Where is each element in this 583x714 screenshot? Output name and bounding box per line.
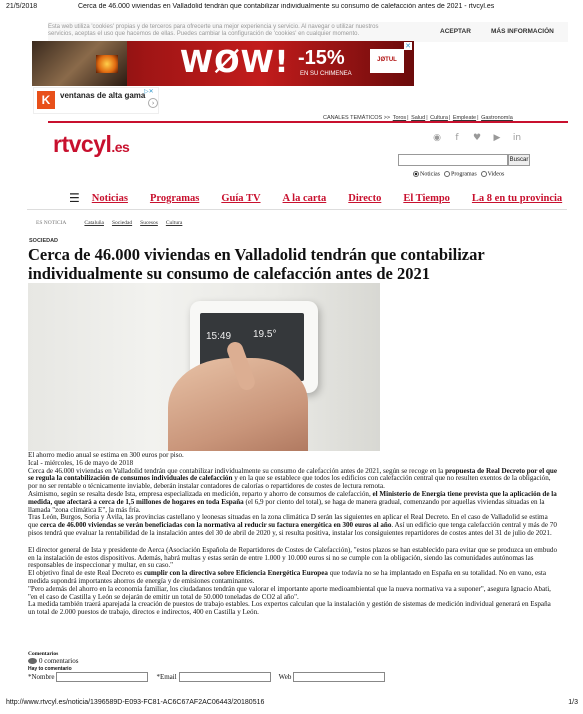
youtube-icon[interactable]: ▶ xyxy=(493,133,501,143)
nav-item-directo[interactable]: Directo xyxy=(348,192,382,204)
ad-small-text: ventanas de alta gama xyxy=(60,91,146,100)
rss-icon[interactable]: ◉ xyxy=(433,133,441,143)
print-url: http://www.rtvcyl.es/noticia/1396589D-E093-FC81-AC6C67AF2AC06443/20180516 xyxy=(6,699,265,706)
ad-fire-image xyxy=(96,55,118,73)
cookie-text: Esta web utiliza 'cookies' propias y de terceros para ofrecerte una mejor experiencia y servicio. Al navegar o utilizar nuestros servicios, aceptas el uso que hacemos de ellas. Puedes cambiar la configuración de 'cookies' en cualquier momento. xyxy=(48,24,379,37)
print-header xyxy=(6,3,578,10)
social-links xyxy=(432,133,522,143)
logo-main-text: rtvcyl xyxy=(53,131,112,157)
site-logo[interactable] xyxy=(53,131,129,158)
photo-screen-right: 19.5° xyxy=(253,329,277,340)
paragraph-2: Asimismo, según se resalta desde Ista, empresa especializada en medición, reparto y ahorro de consumos de calefacción, el Ministerio de Energía tiene prevista que la aplicación de la medida, que afectará a cerca de 1,5 millones de hogares en toda España (el 6,9 por ciento del total), se haga de manera gradual, comenzando por aquellas viviendas situadas en la llamada "zona climática E", la más fría. xyxy=(28,489,557,514)
print-page-number: 1/3 xyxy=(568,699,578,706)
subnav-link-cultura[interactable]: Cultura xyxy=(165,220,183,226)
main-nav xyxy=(69,191,583,205)
paragraph-6: "Pero además del ahorro en la economía familiar, los ciudadanos tendrán que valorar el importante aporte medioambiental que la nueva normativa va a suponer", asegura Ignacio Abati, "en el caso de Castilla y León se dejarán de emitir un total de 50.000 toneladas de CO2 al año". xyxy=(28,584,551,601)
nav-item-el-tiempo[interactable]: El Tiempo xyxy=(403,192,450,204)
paragraph-1: Cerca de 46.000 viviendas en Valladolid tendrán que contabilizar individualmente su consumo de calefacción antes de 2021, según se recoge en la propuesta de Real Decreto por el que se regula la contabilización de consumos individuales de calefacción y en la que se establece que todos los edificios con calefacción central que no resulten exentos de la obligación, por no ser rentable o técnicamente inviable, deberán instalar contadores de calorías o repartidores de costes de lectura remota. xyxy=(28,466,557,491)
photo-screen-left: 15:49 xyxy=(206,331,232,342)
radio-programas[interactable]: Programas xyxy=(444,171,477,177)
comments-block xyxy=(28,651,78,665)
comments-label: Comentarios xyxy=(28,651,59,657)
banner-ad[interactable] xyxy=(32,41,414,86)
nav-item-a-la-carta[interactable]: A la carta xyxy=(282,192,327,204)
es-noticia-bar xyxy=(36,220,182,226)
chevron-right-icon[interactable]: › xyxy=(148,98,158,108)
es-noticia-tag: ES NOTICIA xyxy=(36,220,67,226)
name-field[interactable] xyxy=(56,672,148,682)
email-field[interactable] xyxy=(179,672,271,682)
subnav-link-cataluna[interactable]: Cataluña xyxy=(84,220,104,226)
logo-suffix: .es xyxy=(111,139,130,155)
article-body xyxy=(28,452,558,617)
article-headline: Cerca de 46.000 viviendas en Valladolid tendrán que contabilizar individualmente su consumo de calefacción antes de 2021 xyxy=(28,245,485,283)
cookie-more-info-link[interactable]: MÁS INFORMACIÓN xyxy=(491,28,554,35)
header-divider xyxy=(48,121,568,123)
ad-close-icon[interactable]: ✕ xyxy=(405,42,411,50)
radio-videos[interactable]: Videos xyxy=(481,171,505,177)
cookie-bar xyxy=(48,22,568,42)
facebook-icon[interactable]: f xyxy=(455,133,459,143)
paragraph-5: El objetivo final de este Real Decreto es cumplir con la directiva sobre Eficiencia Energética Europea que todavía no se ha implantado en España en su totalidad. No en vano, esta medida supondrá importantes ahorros de energía y de emisiones contaminantes. xyxy=(28,569,546,585)
photo-caption: El ahorro medio anual se estima en 300 euros por piso. xyxy=(28,451,184,459)
nav-item-noticias[interactable]: Noticias xyxy=(91,192,128,204)
ad-k-logo: K xyxy=(37,91,55,109)
web-label: Web xyxy=(278,673,292,681)
twitter-icon[interactable]: ♥ xyxy=(472,133,482,143)
paragraph-3: Tras León, Burgos, Soria y Ávila, las provincias castellano y leonesas situadas en la zona climática D serán las siguientes en aplicar el Real Decreto. En el caso de Valladolid se estima que cerca de 46.000 viviendas se verán beneficiadas con la normativa al reducir su factura energética en 300 euros al año. Así un edificio que tenga calefacción central y más de 70 pisos tendrá que evaluar la rentabilidad de la instalación antes del 30 de abril de 2020 y, si resulta positiva, instalar los consiguientes repartidores de costes antes del 31 de julio de 2021. xyxy=(28,513,557,537)
nav-item-guia-tv[interactable]: Guía TV xyxy=(221,192,261,204)
adchoices-icon[interactable]: ▷✕ xyxy=(144,89,154,95)
nav-divider xyxy=(27,209,567,210)
ad-wow-text: WØW! xyxy=(180,45,290,80)
ad-discount: -15% xyxy=(298,47,345,69)
tematico-link-empleate[interactable]: Empleate xyxy=(452,115,477,121)
subnav-link-sociedad[interactable]: Sociedad xyxy=(111,220,133,226)
radio-noticias[interactable]: Noticias xyxy=(413,171,440,177)
nav-item-programas[interactable]: Programas xyxy=(149,192,200,204)
search-button[interactable]: Buscar xyxy=(508,154,530,166)
paragraph-7: La medida también traerá aparejada la creación de puestos de trabajo estables. Los expertos calculan que la instalación y gestión de sistemas de medición individual generará en España un total de 2.000 puestos de trabajo, directos e indirectos, 400 en Castilla y León. xyxy=(28,600,551,617)
print-footer xyxy=(6,699,578,706)
article-section: SOCIEDAD xyxy=(29,238,59,244)
article-byline: Ical - miércoles, 16 de mayo de 2018 xyxy=(28,458,134,467)
subnav-link-sucesos[interactable]: Sucesos xyxy=(140,220,158,226)
name-label: *Nombre xyxy=(28,673,55,681)
search-input[interactable] xyxy=(398,154,508,166)
hamburger-menu-icon[interactable]: ☰ xyxy=(69,191,80,205)
email-label: *Email xyxy=(156,673,177,681)
comments-hay: Hay to comentario xyxy=(28,666,72,672)
tematico-link-salud[interactable]: Salud xyxy=(411,115,426,121)
web-field[interactable] xyxy=(293,672,385,682)
comments-count[interactable]: 0 comentarios xyxy=(28,657,78,665)
tematicos-bar: CANALES TEMÁTICOS >> Toros| Salud| Cultura| Empleate| Gastronomía xyxy=(323,115,513,121)
comment-form xyxy=(28,672,393,682)
print-date: 21/5/2018 xyxy=(6,3,38,10)
cookie-accept-button[interactable]: ACEPTAR xyxy=(440,28,471,35)
tematico-link-gastronomia[interactable]: Gastronomía xyxy=(481,115,513,121)
linkedin-icon[interactable]: in xyxy=(512,133,522,143)
article-photo xyxy=(28,283,380,451)
tematico-link-toros[interactable]: Toros xyxy=(392,115,407,121)
ad-brand-logo: JØTUL xyxy=(370,49,404,73)
tematico-link-cultura[interactable]: Cultura xyxy=(430,115,448,121)
search-scope-radios xyxy=(413,171,504,177)
ad-subtext: EN SU CHIMENEA xyxy=(300,71,352,77)
comment-bubble-icon xyxy=(28,658,37,664)
small-ad[interactable] xyxy=(33,87,159,114)
tematicos-label: CANALES TEMÁTICOS >> xyxy=(323,115,391,121)
paragraph-4: El director general de Ista y presidente de Aerca (Asociación Española de Repartidores de Costes de Calefacción), "estos plazos se han establecido para evitar que se produzca un embudo en la instalación de estos dispositivos. Además, habrá multas y estas serán de entre 1.000 y 10.000 euros si no se cumple con la obligación, siendo las comunidades autónomas las responsables de inspeccionar y multar, en su caso." xyxy=(28,545,558,570)
print-page-title: Cerca de 46.000 viviendas en Valladolid tendrán que contabilizar individualmente su consumo de calefacción antes de 2021 - rtvcyl.es xyxy=(78,3,495,10)
nav-item-la-8[interactable]: La 8 en tu provincia xyxy=(471,192,563,204)
